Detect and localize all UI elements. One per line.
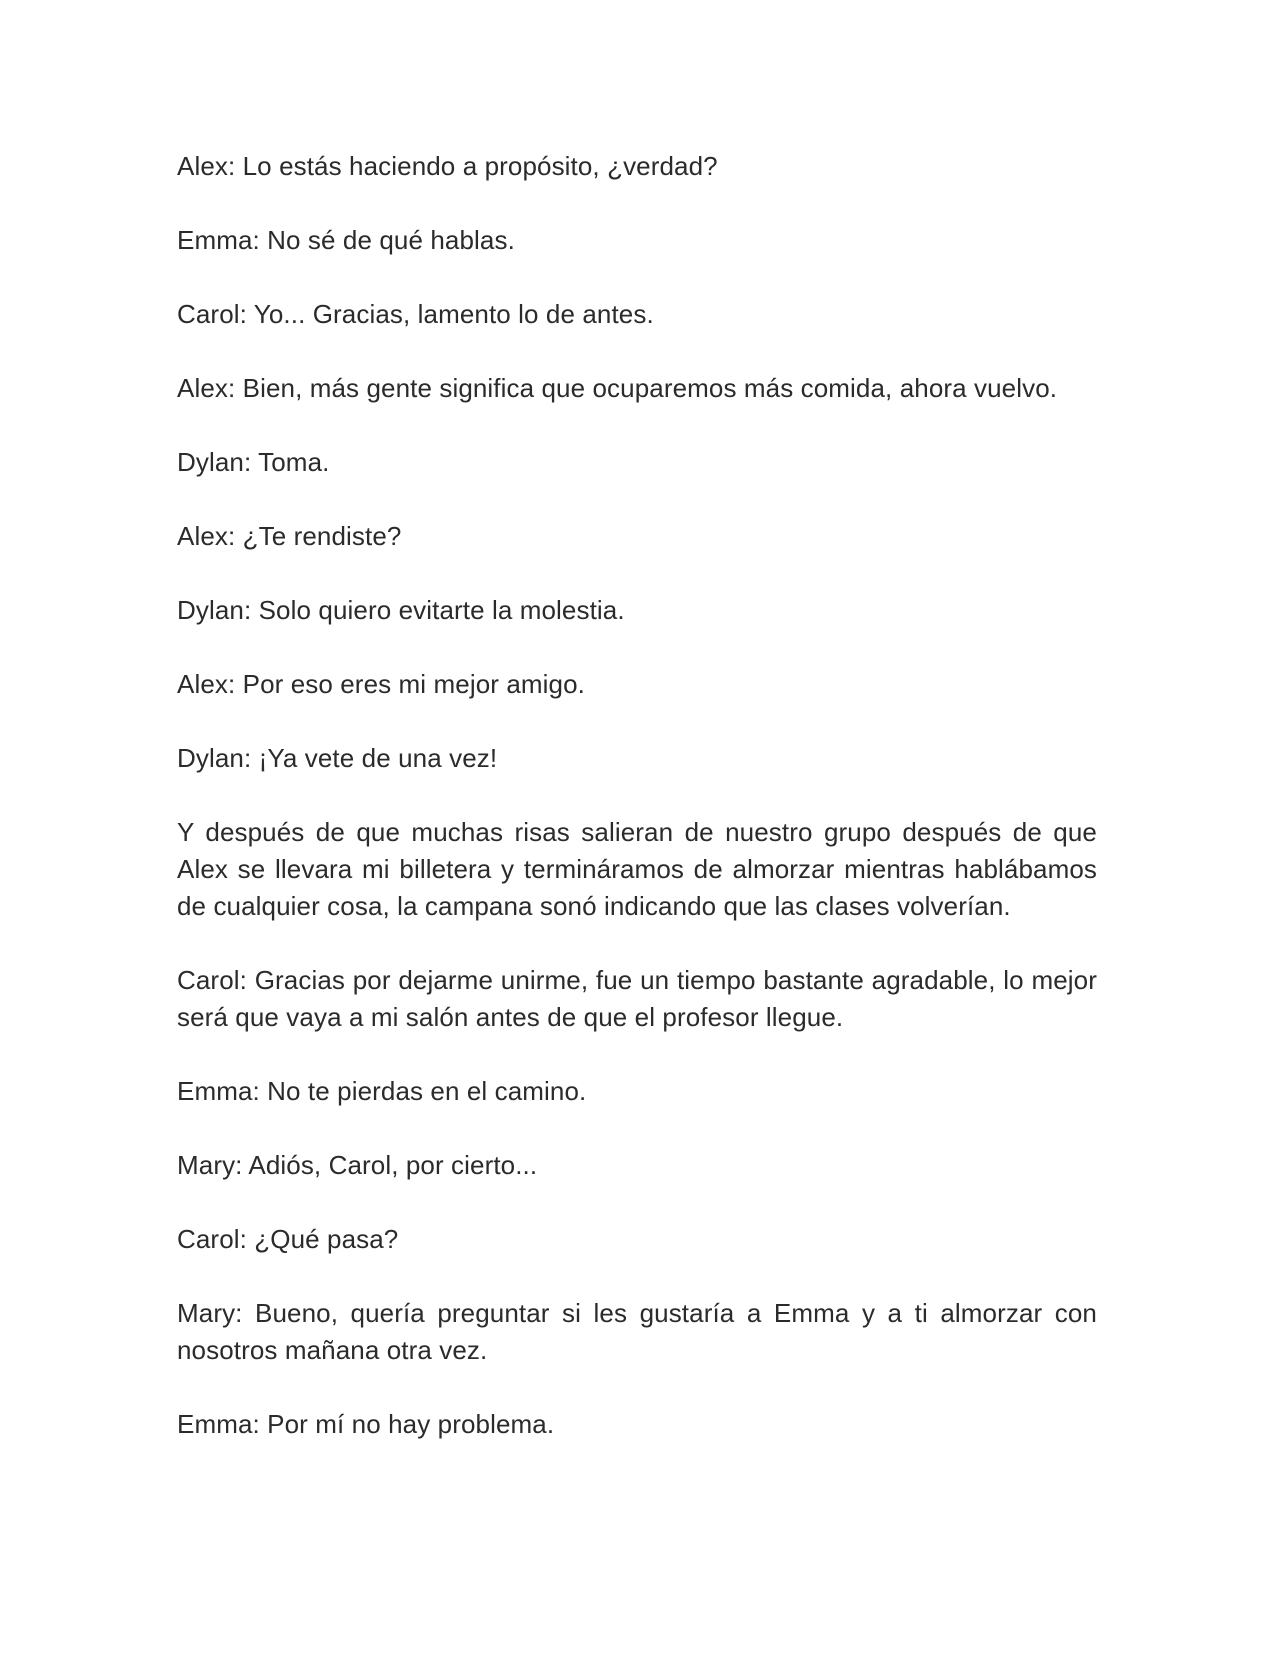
dialogue-line: Carol: Gracias por dejarme unirme, fue un tiempo bastante agradable, lo mejor será que vaya a mi salón antes de que el profesor llegue. xyxy=(177,965,1097,1032)
narration-paragraph: Y después de que muchas risas salieran de nuestro grupo después de que Alex se llevara mi billetera y termináramos de almorzar mientras hablábamos de cualquier cosa, la campana sonó indicando que las clases volverían. xyxy=(177,817,1097,921)
dialogue-line: Emma: No sé de qué hablas. xyxy=(177,225,515,255)
dialogue-line: Mary: Bueno, quería preguntar si les gustaría a Emma y a ti almorzar con nosotros mañana otra vez. xyxy=(177,1298,1097,1365)
dialogue-line: Mary: Adiós, Carol, por cierto... xyxy=(177,1150,538,1180)
dialogue-line: Carol: ¿Qué pasa? xyxy=(177,1224,399,1254)
document-page xyxy=(177,148,1097,1480)
dialogue-line: Carol: Yo... Gracias, lamento lo de antes. xyxy=(177,299,654,329)
dialogue-line: Dylan: Toma. xyxy=(177,447,330,477)
dialogue-line: Emma: Por mí no hay problema. xyxy=(177,1409,555,1439)
dialogue-line: Alex: Lo estás haciendo a propósito, ¿verdad? xyxy=(177,151,718,181)
dialogue-line: Emma: No te pierdas en el camino. xyxy=(177,1076,587,1106)
dialogue-line: Dylan: ¡Ya vete de una vez! xyxy=(177,743,498,773)
dialogue-line: Alex: ¿Te rendiste? xyxy=(177,521,402,551)
dialogue-line: Alex: Por eso eres mi mejor amigo. xyxy=(177,669,585,699)
dialogue-line: Dylan: Solo quiero evitarte la molestia. xyxy=(177,595,625,625)
dialogue-line: Alex: Bien, más gente significa que ocuparemos más comida, ahora vuelvo. xyxy=(177,373,1058,403)
